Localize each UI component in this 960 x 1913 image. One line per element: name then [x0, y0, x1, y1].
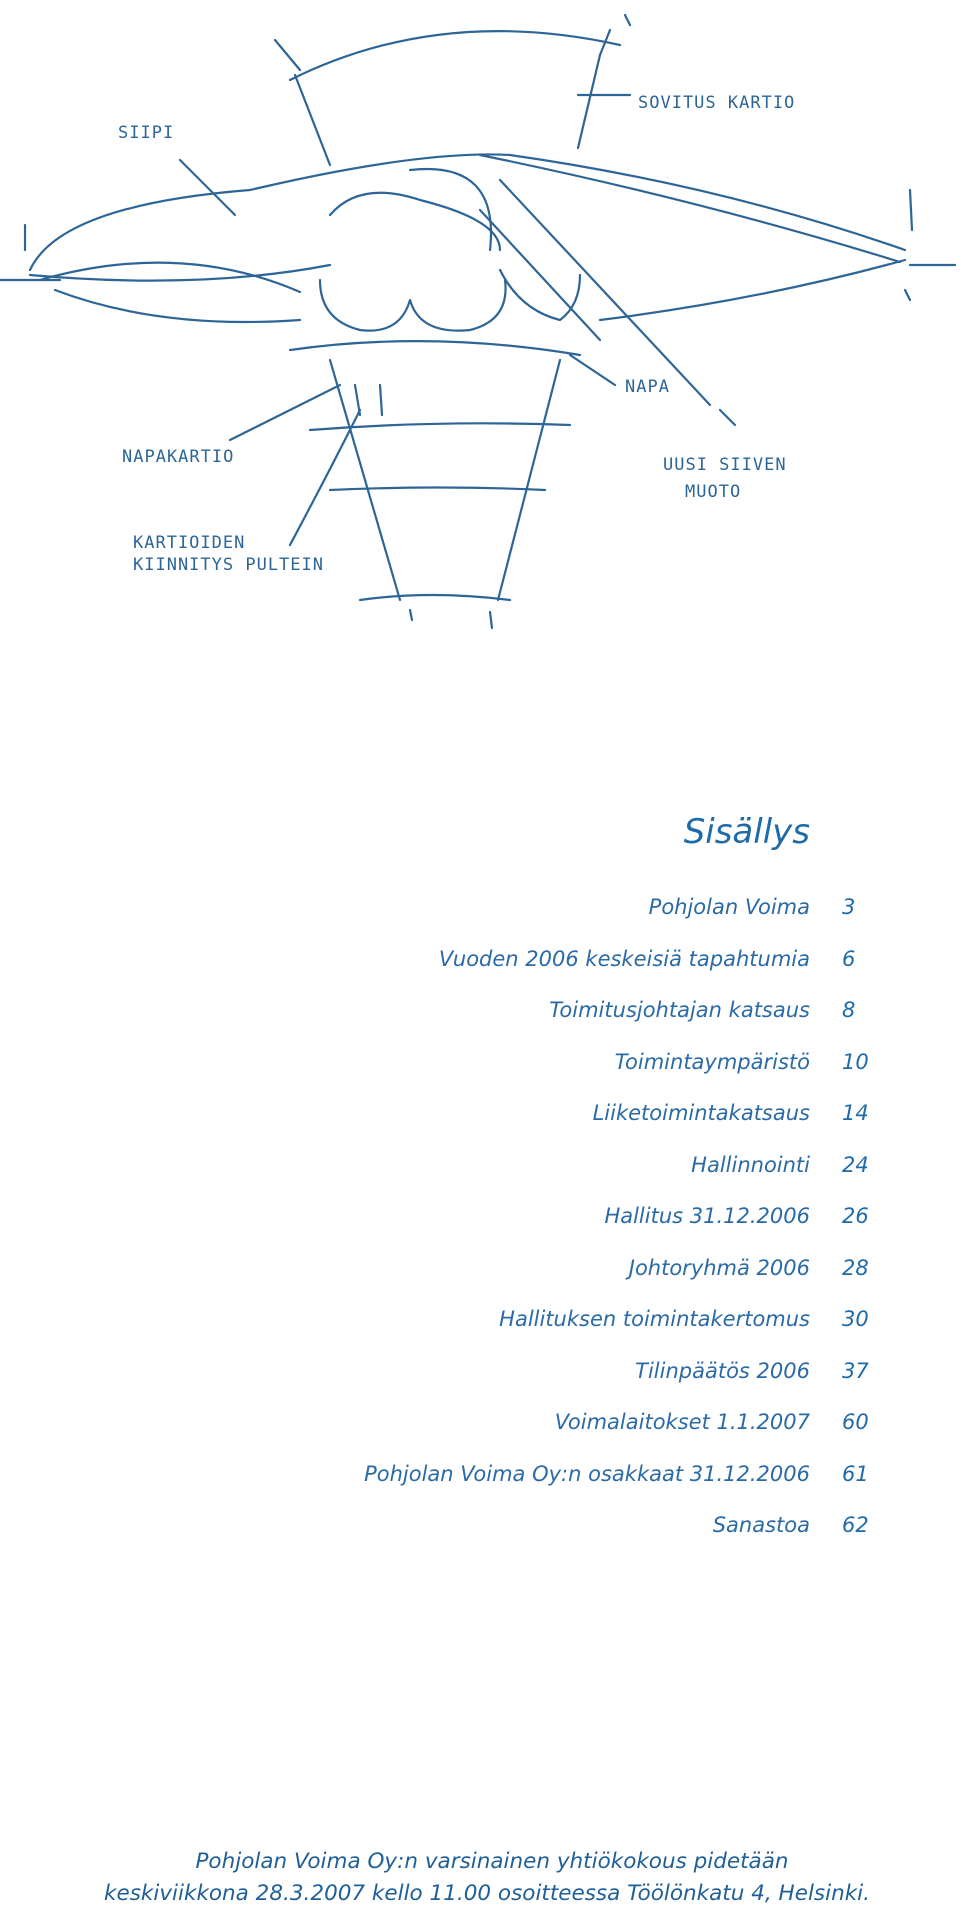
toc-entry-page: 24 — [842, 1152, 869, 1177]
label-kartioiden: KARTIOIDEN — [133, 533, 246, 553]
toc-entry-page: 37 — [842, 1358, 869, 1383]
toc-entry[interactable] — [0, 1204, 960, 1256]
label-napakartio: NAPAKARTIO — [122, 447, 235, 467]
label-siipi: SIIPI — [118, 123, 175, 143]
toc-entry[interactable] — [0, 947, 960, 999]
toc-entry-label: Vuoden 2006 keskeisiä tapahtumia — [438, 946, 810, 971]
toc-entry[interactable] — [0, 998, 960, 1050]
toc-entry-page: 8 — [842, 998, 856, 1022]
toc-entry[interactable] — [0, 895, 960, 947]
toc-entry-label: Hallitus 31.12.2006 — [604, 1204, 810, 1228]
toc-entry-label: Hallituksen toimintakertomus — [499, 1307, 810, 1331]
toc-entry-label: Hallinnointi — [691, 1152, 810, 1177]
toc-entry[interactable] — [0, 1050, 960, 1102]
toc-entry[interactable] — [0, 1153, 960, 1205]
toc-entry-page: 14 — [842, 1101, 869, 1125]
toc-entry-page: 10 — [842, 1049, 869, 1074]
label-kiinnitys-pultein: KIINNITYS PULTEIN — [133, 555, 324, 575]
toc-entry-page: 3 — [842, 895, 856, 919]
toc-entry-page: 28 — [842, 1255, 869, 1280]
toc-entry[interactable] — [0, 1513, 960, 1565]
toc-entry-label: Johtoryhmä 2006 — [628, 1255, 810, 1280]
label-uusi-siiven: UUSI SIIVEN — [663, 455, 787, 475]
agm-notice-line-1: Pohjolan Voima Oy:n varsinainen yhtiökokous pidetään — [195, 1849, 789, 1874]
toc-entry-page: 6 — [842, 946, 856, 971]
toc-entry-page: 30 — [842, 1307, 869, 1331]
label-napa: NAPA — [625, 377, 670, 397]
toc-entry-page: 60 — [842, 1410, 869, 1434]
toc-entry-label: Pohjolan Voima Oy:n osakkaat 31.12.2006 — [364, 1461, 810, 1486]
toc-entry-page: 61 — [842, 1461, 869, 1486]
toc-entry-page: 62 — [842, 1513, 869, 1537]
toc-entry-label: Toimintaympäristö — [614, 1049, 810, 1074]
toc-entry[interactable] — [0, 1359, 960, 1411]
label-muoto: MUOTO — [685, 482, 742, 502]
toc-entry[interactable] — [0, 1462, 960, 1514]
toc-entry-page: 26 — [842, 1204, 869, 1228]
toc-entry-label: Toimitusjohtajan katsaus — [549, 998, 810, 1022]
toc-entry[interactable] — [0, 1101, 960, 1153]
toc-entry[interactable] — [0, 1410, 960, 1462]
toc-title: Sisällys — [683, 812, 810, 852]
label-sovitus-kartio: SOVITUS KARTIO — [638, 93, 796, 113]
toc-entry[interactable] — [0, 1307, 960, 1359]
turbine-hub-sketch — [0, 0, 960, 650]
agm-notice-line-2: keskiviikkona 28.3.2007 kello 11.00 osoitteessa Töölönkatu 4, Helsinki. — [104, 1881, 870, 1906]
toc-entry-label: Tilinpäätös 2006 — [635, 1358, 810, 1383]
toc-entry-label: Liiketoimintakatsaus — [592, 1101, 810, 1125]
toc-entry-label: Sanastoa — [712, 1513, 810, 1537]
toc-entry[interactable] — [0, 1256, 960, 1308]
toc-list — [0, 895, 960, 1565]
toc-entry-label: Pohjolan Voima — [648, 895, 810, 919]
toc-entry-label: Voimalaitokset 1.1.2007 — [554, 1410, 810, 1434]
agm-notice — [0, 1846, 960, 1910]
